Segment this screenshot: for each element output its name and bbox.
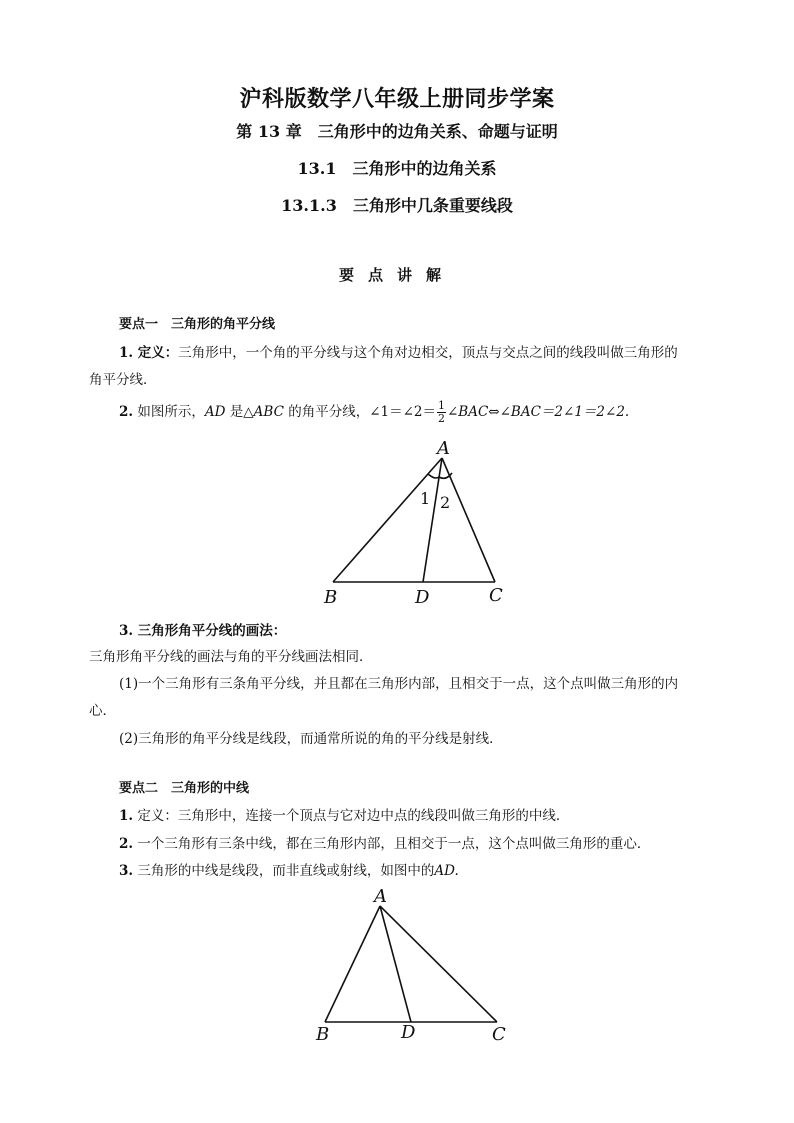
point2-item1-number: 1.: [119, 808, 134, 824]
point1-item3-number: 3.: [119, 623, 134, 639]
vertex-b-label: B: [324, 587, 338, 608]
angle1-arc: [428, 474, 439, 478]
point1-item2-ad: AD: [204, 404, 226, 420]
vertex-c-label: C: [492, 1024, 506, 1045]
side-ac: [380, 906, 497, 1022]
point2-item1-text: 定义：三角形中，连接一个顶点与它对边中点的线段叫做三角形的中线．: [133, 808, 570, 824]
section-heading: 13.1 三角形中的边角关系: [297, 159, 497, 178]
vertex-a-label: A: [374, 886, 387, 907]
point1-item2-mid1: 是△: [225, 404, 254, 420]
one-half-fraction: [437, 400, 446, 425]
point2-item2-text: 一个三角形有三条中线，都在三角形内部，且相交于一点，这个点叫做三角形的重心．: [133, 836, 651, 852]
point2-heading: 要点二 三角形的中线: [119, 781, 250, 796]
vertex-b-label: B: [316, 1024, 330, 1045]
point2-item3: [119, 859, 459, 879]
point1-def-continuation: 角平分线．: [89, 372, 157, 388]
fraction-numerator: 1: [438, 399, 445, 412]
angle1-label: 1: [420, 489, 431, 508]
angle-bisector-figure: [318, 436, 510, 608]
point1-item2-post: ∠BAC⇔∠BAC＝2∠1＝2∠2.: [447, 404, 630, 420]
point-d-label: D: [415, 587, 430, 608]
point1-item3-title: 三角形角平分线的画法：: [133, 623, 287, 639]
chapter-heading: 第 13 章 三角形中的边角关系、命题与证明: [236, 122, 558, 141]
point2-item3-number: 3.: [119, 863, 134, 879]
point1-note2: (2)三角形的角平分线是线段，而通常所说的角的平分线是射线．: [119, 731, 503, 747]
point1-def-number: 1. 定义：: [119, 345, 179, 361]
fraction-denominator: 2: [438, 412, 445, 425]
median-figure: [310, 884, 510, 1046]
point1-item2-number: 2.: [119, 404, 134, 420]
subsection-heading: 13.1.3 三角形中几条重要线段: [281, 196, 513, 215]
point1-item2-pre: 如图所示，: [133, 404, 205, 420]
point2-item1: [119, 804, 569, 824]
point1-definition: [119, 341, 678, 361]
vertex-c-label: C: [489, 585, 503, 606]
key-points-heading: 要点讲解: [338, 266, 455, 284]
document-title: 沪科版数学八年级上册同步学案: [239, 86, 555, 112]
point2-item2-number: 2.: [119, 836, 134, 852]
point1-note1: (1)一个三角形有三条角平分线，并且都在三角形内部，且相交于一点，这个点叫做三角形的内: [119, 676, 679, 692]
point1-item3: [119, 619, 286, 639]
side-ab: [325, 906, 380, 1022]
point1-item2: [119, 400, 629, 425]
point-d-label: D: [401, 1022, 416, 1043]
point1-item2-mid2: 的角平分线，∠1＝∠2＝: [283, 404, 436, 420]
median-ad: [380, 906, 411, 1022]
point1-item2-abc: ABC: [253, 404, 284, 420]
angle2-label: 2: [440, 493, 451, 512]
point1-def-text: 三角形中，一个角的平分线与这个角对边相交，顶点与交点之间的线段叫做三角形的: [178, 345, 678, 361]
point1-heading: 要点一 三角形的角平分线: [119, 317, 276, 332]
point1-drawing-method: 三角形角平分线的画法与角的平分线画法相同．: [89, 649, 373, 665]
point2-item3-ad: AD.: [434, 863, 459, 879]
point1-note1-continuation: 心．: [89, 703, 116, 719]
point2-item2: [119, 832, 650, 852]
point2-item3-text: 三角形的中线是线段，而非直线或射线，如图中的: [133, 863, 435, 879]
side-ac: [442, 458, 495, 582]
vertex-a-label: A: [437, 438, 450, 459]
